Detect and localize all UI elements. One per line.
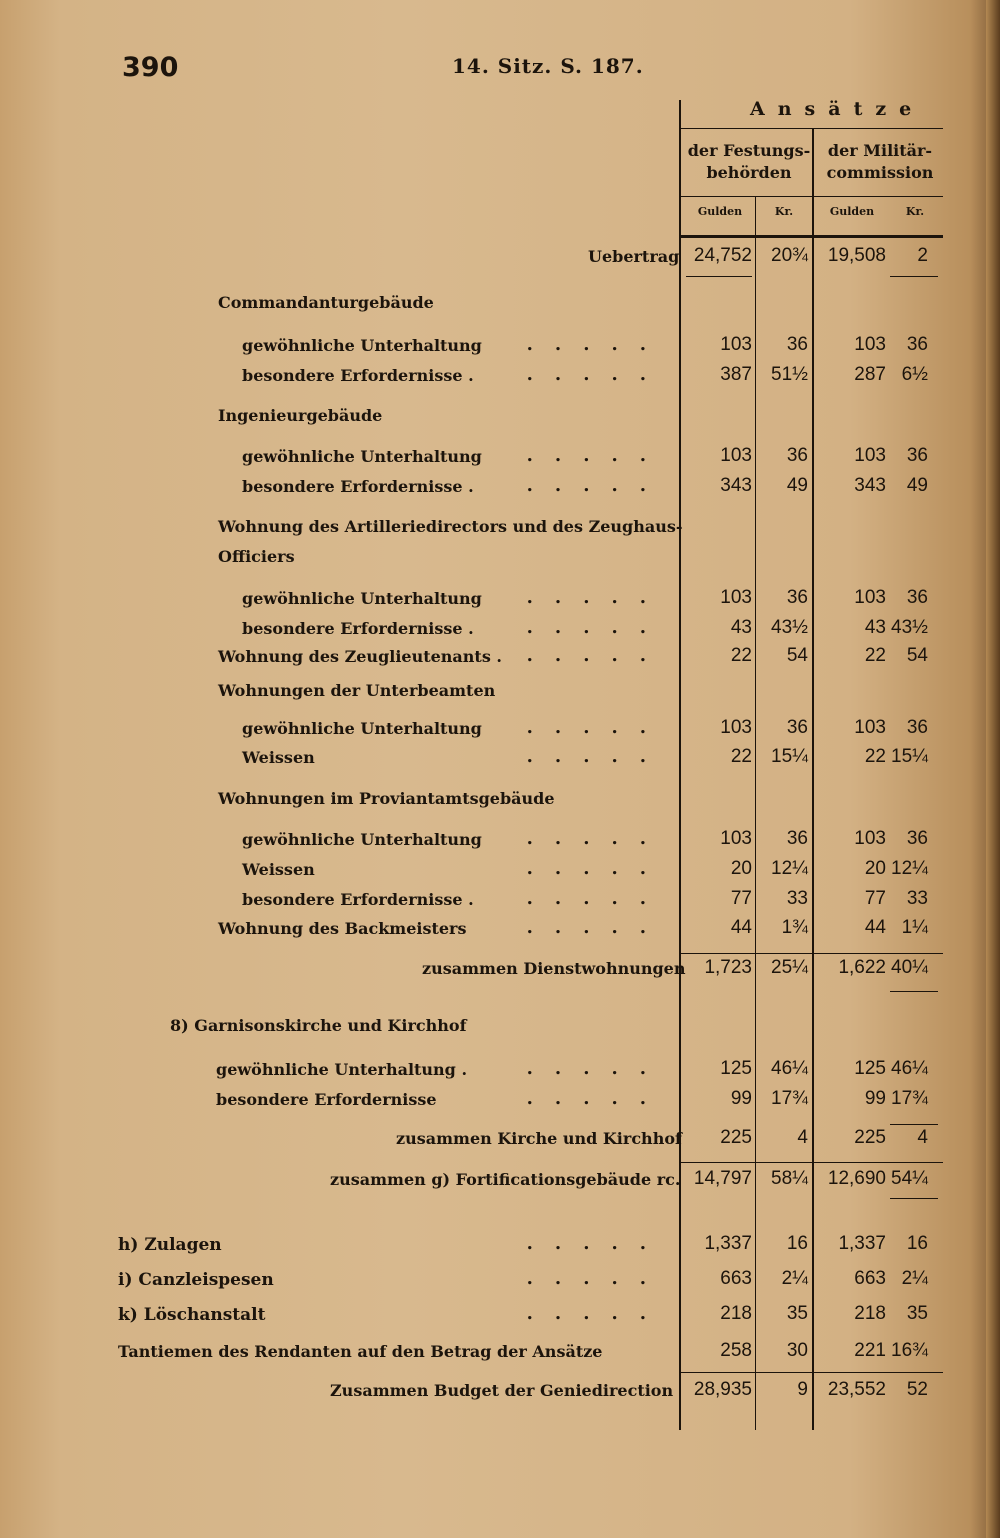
rule-sum bbox=[679, 1162, 943, 1163]
row-label: gewöhnliche Unterhaltung bbox=[242, 336, 482, 355]
cell-kr-militaer: 17¾ bbox=[891, 1088, 928, 1109]
cell-kr-festung: 43½ bbox=[771, 617, 808, 638]
row-label: Wohnungen im Proviantamtsgebäude bbox=[218, 789, 555, 808]
leader-dots: ..... bbox=[526, 1233, 668, 1254]
cell-kr-militaer: 52 bbox=[906, 1379, 928, 1400]
row-label: Commandanturgebäude bbox=[218, 293, 434, 312]
cell-gulden-militaer: 103 bbox=[854, 334, 886, 355]
rule-sum bbox=[890, 1198, 938, 1199]
cell-gulden-festung: 28,935 bbox=[693, 1379, 752, 1400]
row-label: gewöhnliche Unterhaltung bbox=[242, 447, 482, 466]
cell-kr-militaer: 54 bbox=[906, 645, 928, 666]
cell-kr-festung: 46¼ bbox=[771, 1058, 808, 1079]
row-label: Tantiemen des Rendanten auf den Betrag der Ansätze bbox=[118, 1342, 603, 1361]
rule-sum bbox=[679, 1372, 943, 1373]
cell-kr-militaer: 15¼ bbox=[891, 746, 928, 767]
cell-kr-festung: 58¼ bbox=[771, 1168, 808, 1189]
unit-kr-1: Kr. bbox=[774, 205, 794, 218]
cell-gulden-festung: 1,337 bbox=[704, 1233, 752, 1254]
leader-dots: ..... bbox=[526, 475, 668, 496]
cell-kr-festung: 36 bbox=[786, 445, 808, 466]
cell-gulden-militaer: 43 bbox=[864, 617, 886, 638]
row-label: Wohnung des Zeuglieutenants . bbox=[218, 647, 502, 666]
page-number: 390 bbox=[122, 52, 179, 83]
cell-kr-festung: 36 bbox=[786, 717, 808, 738]
cell-kr-militaer: 36 bbox=[906, 587, 928, 608]
rule-left bbox=[679, 100, 681, 1430]
cell-kr-festung: 33 bbox=[786, 888, 808, 909]
cell-gulden-festung: 387 bbox=[720, 364, 752, 385]
cell-gulden-militaer: 287 bbox=[854, 364, 886, 385]
row-label: Wohnung des Backmeisters bbox=[218, 919, 467, 938]
leader-dots: ..... bbox=[526, 334, 668, 355]
cell-gulden-militaer: 77 bbox=[864, 888, 886, 909]
cell-kr-militaer: 49 bbox=[906, 475, 928, 496]
cell-kr-festung: 36 bbox=[786, 334, 808, 355]
cell-kr-festung: 12¼ bbox=[771, 858, 808, 879]
cell-kr-festung: 4 bbox=[797, 1127, 808, 1148]
cell-gulden-festung: 103 bbox=[720, 334, 752, 355]
unit-gulden-2: Gulden bbox=[829, 205, 875, 218]
cell-gulden-militaer: 343 bbox=[854, 475, 886, 496]
cell-kr-militaer: 33 bbox=[906, 888, 928, 909]
cell-kr-militaer: 43½ bbox=[891, 617, 928, 638]
rule-middle bbox=[812, 128, 814, 1430]
cell-kr-festung: 35 bbox=[786, 1303, 808, 1324]
rule-kr1 bbox=[755, 196, 756, 1430]
cell-gulden-festung: 22 bbox=[730, 746, 752, 767]
cell-kr-militaer: 36 bbox=[906, 445, 928, 466]
cell-kr-militaer: 2¼ bbox=[901, 1268, 928, 1289]
row-label: Ingenieurgebäude bbox=[218, 406, 383, 425]
cell-kr-festung: 16 bbox=[786, 1233, 808, 1254]
cell-gulden-militaer: 22 bbox=[864, 746, 886, 767]
cell-kr-militaer: 2 bbox=[917, 245, 928, 266]
row-label: gewöhnliche Unterhaltung bbox=[242, 830, 482, 849]
row-label: besondere Erfordernisse . bbox=[242, 366, 474, 385]
leader-dots: ..... bbox=[526, 445, 668, 466]
cell-kr-festung: 15¼ bbox=[771, 746, 808, 767]
cell-gulden-festung: 103 bbox=[720, 828, 752, 849]
cell-gulden-festung: 44 bbox=[730, 917, 752, 938]
rule-sum bbox=[890, 1124, 938, 1125]
rule-sum bbox=[686, 276, 752, 277]
cell-gulden-militaer: 19,508 bbox=[827, 245, 886, 266]
cell-kr-festung: 9 bbox=[797, 1379, 808, 1400]
row-label: besondere Erfordernisse . bbox=[242, 619, 474, 638]
leader-dots: ..... bbox=[526, 917, 668, 938]
row-label: gewöhnliche Unterhaltung bbox=[242, 719, 482, 738]
cell-kr-festung: 17¾ bbox=[771, 1088, 808, 1109]
cell-kr-festung: 51½ bbox=[771, 364, 808, 385]
cell-gulden-festung: 663 bbox=[720, 1268, 752, 1289]
cell-kr-militaer: 1¼ bbox=[901, 917, 928, 938]
cell-kr-festung: 25¼ bbox=[771, 957, 808, 978]
cell-gulden-militaer: 12,690 bbox=[827, 1168, 886, 1189]
unit-kr-2: Kr. bbox=[905, 205, 925, 218]
cell-gulden-festung: 1,723 bbox=[704, 957, 752, 978]
leader-dots: ..... bbox=[526, 828, 668, 849]
rule-header2 bbox=[679, 196, 943, 197]
cell-kr-militaer: 36 bbox=[906, 334, 928, 355]
cell-gulden-festung: 20 bbox=[730, 858, 752, 879]
row-label: gewöhnliche Unterhaltung . bbox=[216, 1060, 468, 1079]
running-head: 14. Sitz. S. 187. bbox=[452, 54, 644, 78]
row-label: i) Canzleispesen bbox=[118, 1270, 274, 1290]
row-label: k) Löschanstalt bbox=[118, 1305, 266, 1325]
cell-gulden-festung: 218 bbox=[720, 1303, 752, 1324]
leader-dots: ..... bbox=[526, 645, 668, 666]
cell-gulden-militaer: 1,622 bbox=[838, 957, 886, 978]
row-label: Wohnungen der Unterbeamten bbox=[218, 681, 496, 700]
cell-gulden-militaer: 20 bbox=[864, 858, 886, 879]
cell-kr-militaer: 16¾ bbox=[891, 1340, 928, 1361]
cell-kr-militaer: 36 bbox=[906, 717, 928, 738]
cell-gulden-militaer: 103 bbox=[854, 445, 886, 466]
leader-dots: ..... bbox=[526, 587, 668, 608]
unit-gulden-1: Gulden bbox=[697, 205, 743, 218]
cell-gulden-militaer: 221 bbox=[854, 1340, 886, 1361]
cell-gulden-festung: 103 bbox=[720, 445, 752, 466]
cell-gulden-militaer: 103 bbox=[854, 587, 886, 608]
cell-gulden-festung: 22 bbox=[730, 645, 752, 666]
cell-gulden-militaer: 22 bbox=[864, 645, 886, 666]
cell-gulden-festung: 343 bbox=[720, 475, 752, 496]
cell-gulden-militaer: 99 bbox=[864, 1088, 886, 1109]
row-label: Officiers bbox=[218, 547, 295, 566]
rule-sum bbox=[890, 276, 938, 277]
cell-gulden-festung: 99 bbox=[730, 1088, 752, 1109]
row-label: besondere Erfordernisse . bbox=[242, 890, 474, 909]
row-label: zusammen g) Fortificationsgebäude rc. bbox=[330, 1170, 681, 1189]
row-label: zusammen Kirche und Kirchhof bbox=[396, 1129, 682, 1148]
cell-kr-militaer: 16 bbox=[906, 1233, 928, 1254]
cell-gulden-festung: 14,797 bbox=[693, 1168, 752, 1189]
row-label: h) Zulagen bbox=[118, 1235, 222, 1255]
cell-kr-militaer: 12¼ bbox=[891, 858, 928, 879]
rule-header-thick bbox=[679, 235, 943, 238]
leader-dots: ..... bbox=[526, 717, 668, 738]
cell-gulden-festung: 24,752 bbox=[693, 245, 752, 266]
cell-gulden-militaer: 125 bbox=[854, 1058, 886, 1079]
page-edge bbox=[986, 0, 1000, 1538]
cell-kr-festung: 1¾ bbox=[781, 917, 808, 938]
cell-gulden-festung: 258 bbox=[720, 1340, 752, 1361]
cell-kr-festung: 49 bbox=[786, 475, 808, 496]
cell-gulden-festung: 43 bbox=[730, 617, 752, 638]
cell-gulden-festung: 77 bbox=[730, 888, 752, 909]
cell-kr-militaer: 46¼ bbox=[891, 1058, 928, 1079]
cell-gulden-militaer: 23,552 bbox=[827, 1379, 886, 1400]
cell-gulden-militaer: 103 bbox=[854, 717, 886, 738]
leader-dots: ..... bbox=[526, 746, 668, 767]
rule-sum bbox=[679, 953, 943, 954]
cell-kr-militaer: 35 bbox=[906, 1303, 928, 1324]
cell-kr-festung: 36 bbox=[786, 828, 808, 849]
leader-dots: ..... bbox=[526, 858, 668, 879]
row-label: gewöhnliche Unterhaltung bbox=[242, 589, 482, 608]
leader-dots: ..... bbox=[526, 617, 668, 638]
cell-gulden-militaer: 225 bbox=[854, 1127, 886, 1148]
row-label: Uebertrag bbox=[588, 247, 680, 266]
row-label: Weissen bbox=[242, 860, 315, 879]
cell-kr-militaer: 54¼ bbox=[891, 1168, 928, 1189]
leader-dots: ..... bbox=[526, 1268, 668, 1289]
cell-kr-festung: 2¼ bbox=[781, 1268, 808, 1289]
cell-gulden-militaer: 218 bbox=[854, 1303, 886, 1324]
row-label: zusammen Dienstwohnungen bbox=[422, 959, 686, 978]
rule-header bbox=[679, 128, 943, 129]
row-label: besondere Erfordernisse bbox=[216, 1090, 437, 1109]
leader-dots: ..... bbox=[526, 1058, 668, 1079]
cell-gulden-militaer: 44 bbox=[864, 917, 886, 938]
leader-dots: ..... bbox=[526, 1303, 668, 1324]
cell-kr-festung: 30 bbox=[786, 1340, 808, 1361]
leader-dots: ..... bbox=[526, 364, 668, 385]
cell-kr-militaer: 40¼ bbox=[891, 957, 928, 978]
cell-kr-militaer: 36 bbox=[906, 828, 928, 849]
leader-dots: ..... bbox=[526, 888, 668, 909]
cell-gulden-festung: 225 bbox=[720, 1127, 752, 1148]
header-ansaetze: Ansätze bbox=[750, 98, 925, 120]
cell-gulden-militaer: 103 bbox=[854, 828, 886, 849]
cell-gulden-militaer: 663 bbox=[854, 1268, 886, 1289]
rule-sum bbox=[890, 991, 938, 992]
header-col2-title: der Militär-commission bbox=[826, 141, 934, 182]
cell-gulden-festung: 103 bbox=[720, 717, 752, 738]
cell-gulden-festung: 125 bbox=[720, 1058, 752, 1079]
row-label: Weissen bbox=[242, 748, 315, 767]
cell-gulden-festung: 103 bbox=[720, 587, 752, 608]
header-col1-title: der Festungs-behörden bbox=[687, 141, 811, 182]
cell-kr-festung: 54 bbox=[786, 645, 808, 666]
cell-kr-festung: 36 bbox=[786, 587, 808, 608]
row-label: Zusammen Budget der Geniedirection bbox=[330, 1381, 674, 1400]
cell-kr-festung: 20¾ bbox=[771, 245, 808, 266]
row-label: 8) Garnisonskirche und Kirchhof bbox=[170, 1016, 467, 1035]
cell-gulden-militaer: 1,337 bbox=[838, 1233, 886, 1254]
row-label: Wohnung des Artilleriedirectors und des Zeughaus- bbox=[218, 517, 683, 536]
row-label: besondere Erfordernisse . bbox=[242, 477, 474, 496]
leader-dots: ..... bbox=[526, 1088, 668, 1109]
cell-kr-militaer: 4 bbox=[917, 1127, 928, 1148]
cell-kr-militaer: 6½ bbox=[901, 364, 928, 385]
